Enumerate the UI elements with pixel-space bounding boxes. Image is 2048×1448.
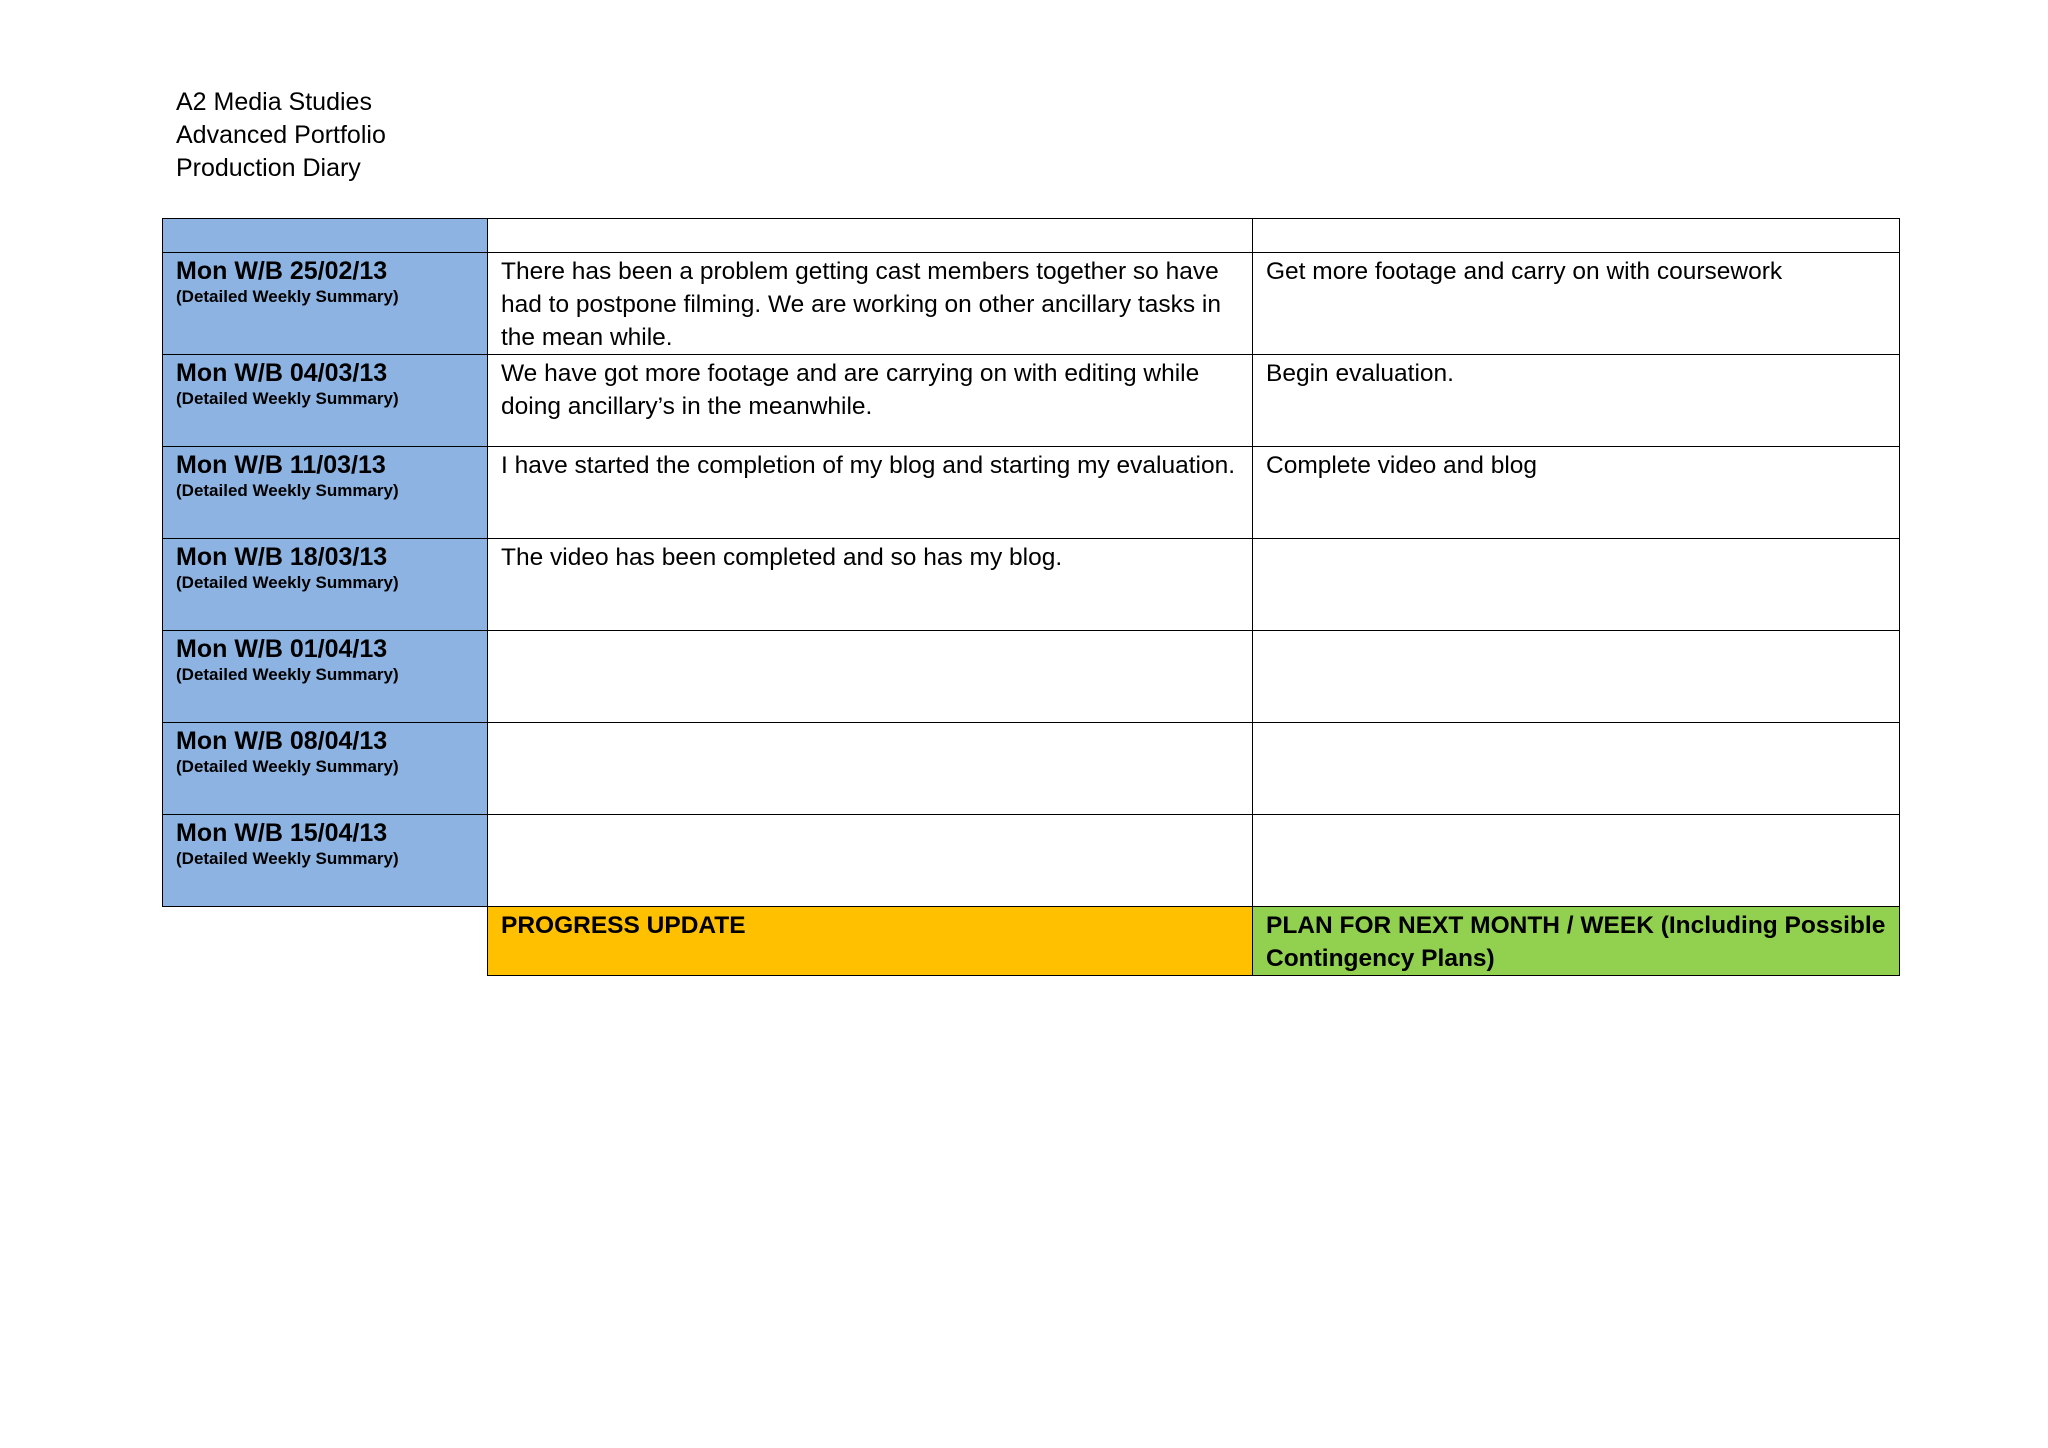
plan-cell[interactable] bbox=[1253, 631, 1900, 723]
document-header bbox=[176, 86, 386, 185]
plan-cell[interactable] bbox=[1253, 539, 1900, 631]
table-row bbox=[163, 815, 1900, 907]
plan-header-blank-cell bbox=[1253, 219, 1900, 253]
plan-cell[interactable]: Begin evaluation. bbox=[1253, 355, 1900, 447]
week-label: Mon W/B 15/04/13 bbox=[176, 819, 388, 847]
week-header-cell bbox=[163, 219, 488, 253]
progress-cell[interactable]: The video has been completed and so has my blog. bbox=[488, 539, 1253, 631]
week-sublabel: (Detailed Weekly Summary) bbox=[176, 481, 399, 500]
progress-cell[interactable] bbox=[488, 631, 1253, 723]
table-row bbox=[163, 253, 1900, 355]
week-sublabel: (Detailed Weekly Summary) bbox=[176, 757, 399, 776]
plan-cell[interactable] bbox=[1253, 815, 1900, 907]
week-sublabel: (Detailed Weekly Summary) bbox=[176, 389, 399, 408]
week-sublabel: (Detailed Weekly Summary) bbox=[176, 287, 399, 306]
week-sublabel: (Detailed Weekly Summary) bbox=[176, 849, 399, 868]
progress-cell[interactable]: We have got more footage and are carrying on with editing while doing ancillary’s in the meanwhile. bbox=[488, 355, 1253, 447]
table-top-row bbox=[163, 219, 1900, 253]
week-sublabel: (Detailed Weekly Summary) bbox=[176, 573, 399, 592]
table-row bbox=[163, 355, 1900, 447]
table-row bbox=[163, 539, 1900, 631]
week-label: Mon W/B 08/04/13 bbox=[176, 727, 388, 755]
progress-header-blank-cell bbox=[488, 219, 1253, 253]
plan-next-label: PLAN FOR NEXT MONTH / WEEK (Including Possible Contingency Plans) bbox=[1253, 907, 1900, 976]
table-row bbox=[163, 447, 1900, 539]
progress-cell[interactable]: There has been a problem getting cast members together so have had to postpone filming. We are working on other ancillary tasks in the mean while. bbox=[488, 253, 1253, 355]
week-cell bbox=[163, 253, 488, 355]
week-cell bbox=[163, 447, 488, 539]
week-cell bbox=[163, 539, 488, 631]
progress-update-label: PROGRESS UPDATE bbox=[488, 907, 1253, 976]
footer-empty-cell bbox=[163, 907, 488, 976]
plan-cell[interactable] bbox=[1253, 723, 1900, 815]
progress-cell[interactable] bbox=[488, 815, 1253, 907]
week-label: Mon W/B 11/03/13 bbox=[176, 451, 386, 479]
week-label: Mon W/B 01/04/13 bbox=[176, 635, 388, 663]
table-row bbox=[163, 723, 1900, 815]
progress-cell[interactable]: I have started the completion of my blog and starting my evaluation. bbox=[488, 447, 1253, 539]
diary-title: Production Diary bbox=[176, 154, 361, 182]
portfolio-title: Advanced Portfolio bbox=[176, 121, 386, 149]
plan-cell[interactable]: Get more footage and carry on with coursework bbox=[1253, 253, 1900, 355]
progress-cell[interactable] bbox=[488, 723, 1253, 815]
week-cell bbox=[163, 815, 488, 907]
plan-cell[interactable]: Complete video and blog bbox=[1253, 447, 1900, 539]
table-footer-row bbox=[163, 907, 1900, 976]
week-sublabel: (Detailed Weekly Summary) bbox=[176, 665, 399, 684]
course-title: A2 Media Studies bbox=[176, 88, 372, 116]
week-cell bbox=[163, 631, 488, 723]
week-cell bbox=[163, 723, 488, 815]
production-diary-table bbox=[162, 218, 1900, 976]
table-row bbox=[163, 631, 1900, 723]
week-label: Mon W/B 18/03/13 bbox=[176, 543, 388, 571]
week-label: Mon W/B 25/02/13 bbox=[176, 257, 388, 285]
week-cell bbox=[163, 355, 488, 447]
week-label: Mon W/B 04/03/13 bbox=[176, 359, 388, 387]
